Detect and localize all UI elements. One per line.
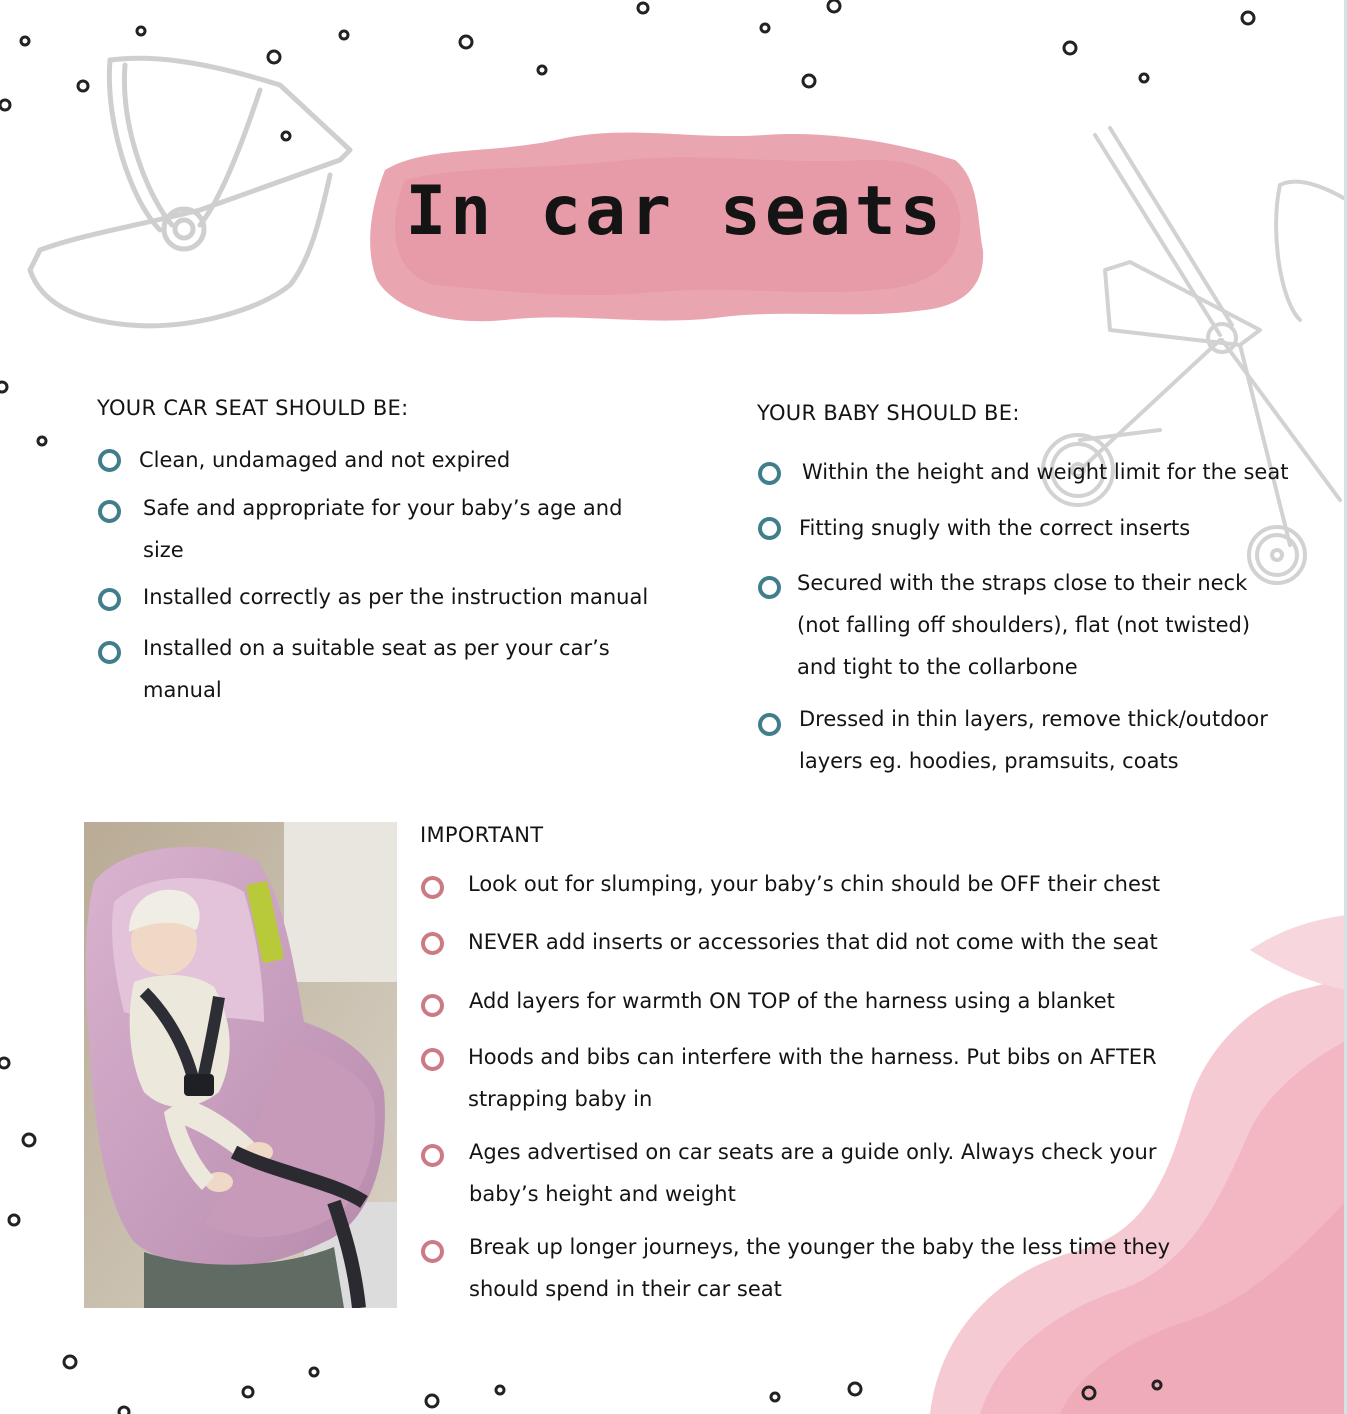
baby-bullet-icon <box>758 576 781 599</box>
car-seat-item: Installed on a suitable seat as per your car’s manual <box>143 636 610 702</box>
car-seat-bullet-icon <box>98 641 121 664</box>
important-bullet-icon <box>421 1240 444 1263</box>
car-seat-item: Installed correctly as per the instruction manual <box>143 585 649 609</box>
important-bullet-icon <box>421 1144 444 1167</box>
car-seat-heading: YOUR CAR SEAT SHOULD BE: <box>97 396 409 420</box>
baby-bullet-icon <box>758 517 781 540</box>
page-title: In car seats <box>405 172 945 251</box>
important-heading: IMPORTANT <box>420 823 544 847</box>
important-bullet-icon <box>421 932 444 955</box>
baby-item: Within the height and weight limit for the seat <box>802 460 1289 484</box>
car-seat-item: Safe and appropriate for your baby’s age and size <box>143 496 623 562</box>
baby-bullet-icon <box>758 462 781 485</box>
important-item: Hoods and bibs can interfere with the harness. Put bibs on AFTER strapping baby in <box>468 1045 1157 1111</box>
baby-item: Secured with the straps close to their neck (not falling off shoulders), flat (not twisted) and tight to the collarbone <box>797 571 1251 679</box>
important-bullet-icon <box>421 1048 444 1071</box>
car-seat-photo <box>84 822 397 1308</box>
important-item: NEVER add inserts or accessories that did not come with the seat <box>468 930 1158 954</box>
car-seat-bullet-icon <box>98 500 121 523</box>
important-item: Add layers for warmth ON TOP of the harness using a blanket <box>469 989 1115 1013</box>
title-banner <box>365 120 985 330</box>
infant-carrier-line-art <box>30 58 350 326</box>
baby-in-car-seat-image <box>84 822 397 1308</box>
car-seat-bullet-icon <box>98 449 121 472</box>
baby-item: Fitting snugly with the correct inserts <box>799 516 1191 540</box>
important-bullet-icon <box>421 876 444 899</box>
important-item: Look out for slumping, your baby’s chin should be OFF their chest <box>468 872 1161 896</box>
car-seat-item: Clean, undamaged and not expired <box>139 448 511 472</box>
baby-item: Dressed in thin layers, remove thick/outdoor layers eg. hoodies, pramsuits, coats <box>799 707 1268 773</box>
important-bullet-icon <box>421 994 444 1017</box>
baby-bullet-icon <box>758 713 781 736</box>
important-item: Break up longer journeys, the younger the baby the less time they should spend in their car seat <box>469 1235 1171 1301</box>
baby-heading: YOUR BABY SHOULD BE: <box>757 401 1020 425</box>
important-item: Ages advertised on car seats are a guide only. Always check your baby’s height and weight <box>469 1140 1157 1206</box>
car-seat-bullet-icon <box>98 588 121 611</box>
